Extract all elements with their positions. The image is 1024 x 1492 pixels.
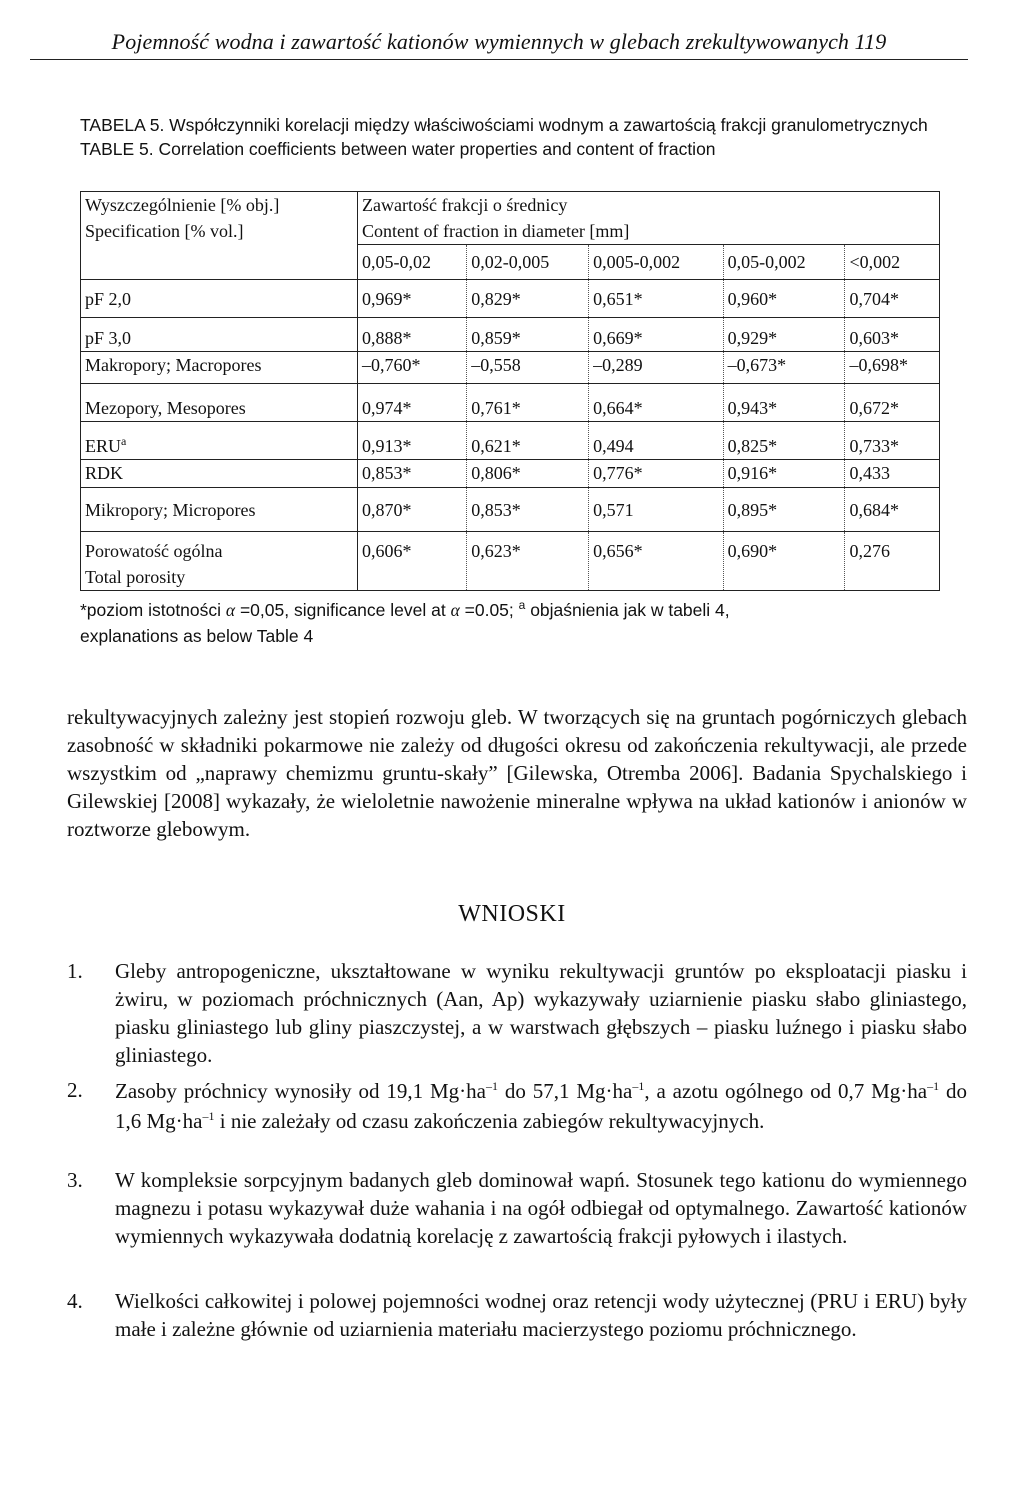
table-cell: 0,704* [845,280,940,318]
column-header: 0,05-0,002 [723,245,845,280]
column-header: <0,002 [845,245,940,280]
section-heading: WNIOSKI [458,901,566,927]
superscript: –1 [632,1079,645,1093]
table-cell: 0,621* [467,422,589,460]
table-row [81,460,940,488]
table-row [81,532,940,591]
row-label [81,532,358,591]
table-cell: 0,943* [723,384,845,422]
conclusion-text: W kompleksie sorpcyjnym badanych gleb dominował wapń. Stosunek tego kationu do wymiennego magnezu i potasu wykazywał duże wahania i na ogół odbiegał od optymalnego. Zawartość kationów wymiennych wykazywała dodatnią korelację z zawartością frakcji pyłowych i ilastych. [115,1168,967,1248]
conclusion-text: Wielkości całkowitej i polowej pojemności wodnej oraz retencji wody użytecznej (PRU i ERU) były małe i zależne głównie od uziarnienia materiału macierzystego poziomu próchnicznego. [115,1289,967,1341]
table-cell: 0,853* [467,488,589,532]
header-group-en: Content of fraction in diameter [mm] [362,221,630,241]
superscript: –1 [202,1109,215,1123]
table-cell: 0,571 [589,488,723,532]
table-cell: 0,888* [358,318,467,352]
row-label: pF 2,0 [81,280,358,318]
table-footnote [80,597,950,649]
footnote-part3: =0.05; [459,600,519,620]
conclusion-number: 4. [67,1289,83,1313]
table-cell: 0,276 [845,532,940,591]
table-cell: 0,656* [589,532,723,591]
table-cell: 0,859* [467,318,589,352]
header-label-cell [81,192,358,280]
table-cell: 0,913* [358,422,467,460]
conclusion-text-part: do 57,1 Mg·ha [497,1079,633,1103]
table-row [81,488,940,532]
table-cell: 0,806* [467,460,589,488]
table-row [81,280,940,318]
table-cell: –0,558 [467,352,589,384]
table-cell: 0,929* [723,318,845,352]
row-label [81,422,358,460]
row-label-sup: a [121,434,127,448]
row-label-en: Total porosity [85,567,186,587]
row-label-pl: Porowatość ogólna [85,541,223,561]
superscript: –1 [927,1079,940,1093]
table-cell: 0,969* [358,280,467,318]
header-group-cell [358,192,940,245]
table-cell: 0,974* [358,384,467,422]
table-header-row [81,192,940,245]
header-group-pl: Zawartość frakcji o średnicy [362,195,568,215]
table-cell: 0,825* [723,422,845,460]
table-cell: 0,664* [589,384,723,422]
superscript: –1 [485,1079,498,1093]
table-cell: 0,853* [358,460,467,488]
conclusion-number: 2. [67,1078,83,1102]
footnote-line-2: explanations as below Table 4 [80,626,314,646]
caption-en: TABLE 5. Correlation coefficients between water properties and content of fraction [80,139,716,159]
row-label: RDK [81,460,358,488]
row-label: Mezopory, Mesopores [81,384,358,422]
table-cell: –0,289 [589,352,723,384]
table-cell: 0,603* [845,318,940,352]
table-cell: 0,672* [845,384,940,422]
table-row [81,318,940,352]
table-cell: 0,651* [589,280,723,318]
footnote-part1: *poziom istotności [80,600,226,620]
row-label-text: ERU [85,436,121,456]
table-cell: 0,733* [845,422,940,460]
footnote-line-1 [80,597,950,623]
body-paragraph: rekultywacyjnych zależny jest stopień rozwoju gleb. W tworzących się na gruntach pogórniczych glebach zasobność w składniki pokarmowe nie zależy od długości okresu od zakończenia rekultywacji, ale przede wszystkim od „naprawy chemizmu gruntu-skały” [Gilewska, Otremba 2006]. Badania Spychalskiego i Gilewskiej [2008] wykazały, że wieloletnie nawożenie mineralne wpływa na układ kationów i anionów w roztworze glebowym. [67,705,967,841]
conclusion-text [115,1076,967,1136]
table-cell: 0,684* [845,488,940,532]
table-row [81,352,940,384]
table-cell: –0,760* [358,352,467,384]
conclusion-number: 3. [67,1168,83,1192]
conclusion-text-part: i nie zależały od czasu zakończenia zabiegów rekultywacyjnych. [214,1109,765,1133]
footnote-alpha: α [225,600,236,620]
table-cell: –0,673* [723,352,845,384]
caption-pl: TABELA 5. Współczynniki korelacji między właściwościami wodnym a zawartością frakcji granulometrycznych [80,115,928,135]
table-cell: 0,895* [723,488,845,532]
header-label-pl: Wyszczególnienie [% obj.] [85,195,280,215]
table-cell: 0,606* [358,532,467,591]
conclusion-text: Gleby antropogeniczne, ukształtowane w wyniku rekultywacji gruntów po eksploatacji piasku i żwiru, w poziomach próchnicznych (Aan, Ap) wykazywały uziarnienie piasku słabo gliniastego, piasku gliniastego lub gliny piaszczystej, a w warstwach głębszych – piasku luźnego i piasku słabo gliniastego. [115,959,967,1067]
table-row [81,384,940,422]
table-cell: 0,776* [589,460,723,488]
table-cell: 0,960* [723,280,845,318]
footnote-alpha: α [450,600,460,620]
table-cell: 0,761* [467,384,589,422]
table-cell: 0,829* [467,280,589,318]
conclusion-text-part: , a azotu ogólnego od 0,7 Mg·ha [644,1079,928,1103]
table-cell: –0,698* [845,352,940,384]
running-head: Pojemność wodna i zawartość kationów wymiennych w glebach zrekultywowanych 119 [30,28,968,60]
column-header: 0,005-0,002 [589,245,723,280]
table-row [81,422,940,460]
table-cell: 0,494 [589,422,723,460]
table-cell: 0,870* [358,488,467,532]
column-header: 0,05-0,02 [358,245,467,280]
table-cell: 0,916* [723,460,845,488]
table-cell: 0,690* [723,532,845,591]
column-header: 0,02-0,005 [467,245,589,280]
table-cell: 0,623* [467,532,589,591]
conclusion-text-part: Zasoby próchnicy wynosiły od 19,1 Mg·ha [115,1079,486,1103]
footnote-part4: objaśnienia jak w tabeli 4, [525,600,730,620]
row-label: Mikropory; Micropores [81,488,358,532]
table-cell: 0,669* [589,318,723,352]
footnote-sup: a [518,598,526,613]
row-label: Makropory; Macropores [81,352,358,384]
conclusion-text-part: do 1,6 Mg·ha [115,1079,967,1133]
conclusion-number: 1. [67,959,83,983]
table-caption [80,113,950,161]
header-label-en: Specification [% vol.] [85,221,244,241]
footnote-part2: =0,05, significance level at [235,600,451,620]
correlation-table [80,191,940,591]
table-cell: 0,433 [845,460,940,488]
row-label: pF 3,0 [81,318,358,352]
